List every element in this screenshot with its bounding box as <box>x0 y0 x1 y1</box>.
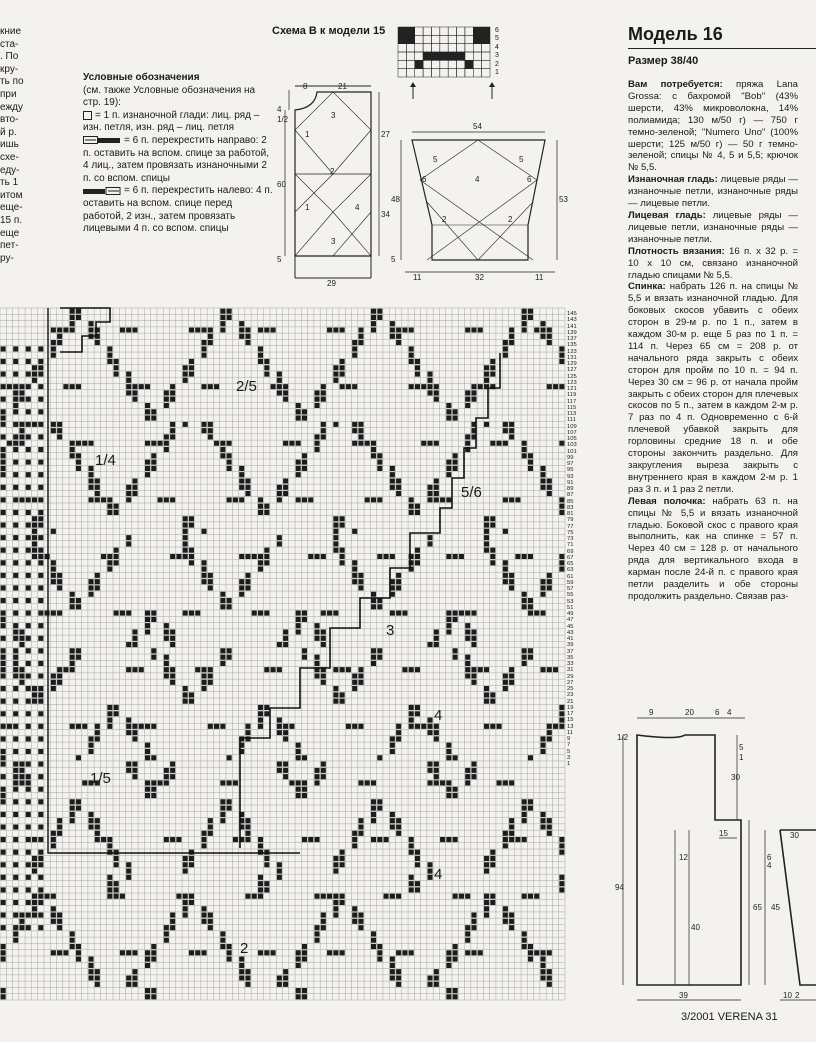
dim-label: 11 <box>413 273 422 282</box>
mini-chart-cell <box>482 60 490 68</box>
mini-chart-cell <box>431 52 439 60</box>
dim-label: 11 <box>535 273 544 282</box>
mini-chart-cell <box>465 69 473 77</box>
pattern-dim-label: 1/2 <box>617 733 629 742</box>
left-fragment-line: кру- <box>0 63 19 75</box>
left-fragment-line: ста- <box>0 38 19 50</box>
mini-chart-cell <box>448 44 456 52</box>
pattern-dim-label: 12 <box>679 853 688 862</box>
chart-row-number: 143 <box>567 317 577 324</box>
chart-label-5-6: 5/6 <box>461 484 482 501</box>
chart-row-number: 139 <box>567 329 577 336</box>
mini-chart-cell <box>473 35 481 43</box>
mini-chart-cell <box>473 69 481 77</box>
mini-chart-cell <box>465 27 473 35</box>
chart-label-2: 2 <box>240 940 249 957</box>
scheme-b-mini-chart <box>398 27 490 77</box>
dim-label: 53 <box>559 195 568 204</box>
paragraph-text: набрать 126 п. на спицы № 5,5 и вязать изнаночной гладью. Для боковых скосов убавить с обеих сторон в 29-м р. по 1 п., затем в каждом 30-м р. еще 5 раз по 1 п. = 114 п. Через 65 см = 208 р. от начального ряда закрыть с обеих сторон для пройм по 10 п. = 94 п. Через 30 см = 96 р. от начала пройм закрыть с обеих сторон для плечевых скосов по 5 п., затем в каждом 2-м р. 7 раз по 4 п. Одновременно с 6-й плечевой убавкой закрыть для горловины средние 18 п. и обе стороны закончить раздельно. Для закругления выреза закрыть с внутреннего края в каждом 2-м р. 1 раз 3 п. и 1 раз 2 петли. <box>628 281 798 495</box>
mini-chart-cell <box>406 60 414 68</box>
pattern-dim-label: 40 <box>691 923 700 932</box>
chart-row-number: 15 <box>567 717 574 724</box>
chart-row-number: 21 <box>567 698 574 705</box>
region-label: 3 <box>331 237 336 246</box>
mini-chart-cell <box>448 52 456 60</box>
mini-chart-cell <box>457 69 465 77</box>
mini-chart-cell <box>415 27 423 35</box>
left-fragment-line: вто- <box>0 114 19 126</box>
chart-row-number: 89 <box>567 486 574 492</box>
chart-row-number: 53 <box>567 598 574 605</box>
instructions-text <box>628 79 798 603</box>
chart-row-number: 109 <box>567 423 577 430</box>
pattern-dim-label: 65 <box>753 903 762 912</box>
chart-row-number: 35 <box>567 654 574 661</box>
chart-row-number: 59 <box>567 579 574 586</box>
instruction-paragraph <box>628 281 798 495</box>
chart-row-number: 125 <box>567 373 577 380</box>
chart-row-number: 87 <box>567 492 574 499</box>
mini-chart-cell <box>398 35 406 43</box>
paragraph-lead: Вам потребуется: <box>628 79 723 90</box>
region-label: 6 <box>527 175 532 184</box>
mini-chart-cell <box>406 27 414 35</box>
chart-row-number: 63 <box>567 567 574 574</box>
chart-row-number: 83 <box>567 504 574 511</box>
chart-row-number: 9 <box>567 736 571 742</box>
chart-row-number: 33 <box>567 661 574 667</box>
mini-chart-cell <box>473 44 481 52</box>
legend-see-also: (см. также Условные обозначения на стр. 19): <box>83 84 256 109</box>
chart-label-3: 3 <box>386 622 395 639</box>
mini-chart-cell <box>406 35 414 43</box>
region-label: 5 <box>519 155 524 164</box>
paragraph-lead: Спинка: <box>628 281 666 293</box>
mini-chart-cell <box>415 52 423 60</box>
chart-row-numbers <box>567 311 577 767</box>
mini-chart-cell <box>482 52 490 60</box>
chart-row-number: 135 <box>567 342 577 349</box>
model-title: Модель 16 <box>628 24 816 49</box>
chart-row-number: 61 <box>567 573 574 580</box>
mini-row-number: 2 <box>495 60 499 68</box>
dim-label: 48 <box>391 195 400 204</box>
legend-item-cross-right: = 6 п. перекрестить направо: 2 п. оставить на вспом. спице за работой, 4 лиц., затем провязать изнаночными 2 п. со вспом. спицы <box>83 134 269 184</box>
chart-row-number: 11 <box>567 729 574 736</box>
mini-chart-cell <box>415 35 423 43</box>
dim-label: 27 <box>381 130 390 139</box>
left-fragment-line: ть 1 <box>0 177 19 189</box>
pattern-dim-label: 6 <box>715 708 720 717</box>
region-label: 2 <box>508 215 513 224</box>
mini-chart-cell <box>473 52 481 60</box>
left-column-fragments <box>0 26 24 265</box>
left-fragment-line: итом <box>0 189 23 201</box>
chart-row-number: 123 <box>567 379 577 386</box>
mini-chart-cell <box>440 35 448 43</box>
pattern-dim-label: 2 <box>795 991 800 1000</box>
chart-row-number: 43 <box>567 629 574 636</box>
pattern-dim-label: 4 <box>767 861 772 870</box>
mini-chart-cell <box>431 44 439 52</box>
mini-row-number: 5 <box>495 35 499 43</box>
mini-chart-cell <box>457 44 465 52</box>
chart-row-number: 103 <box>567 442 577 449</box>
pattern-dim-label: 6 <box>767 853 772 862</box>
chart-row-number: 67 <box>567 554 574 561</box>
paragraph-text: пряжа Lana Grossa: с бахромой "Bob" (43% шерсти, 43% микроволокна, 14% полиамида; 130 м/50 г) — 750 г темно-зеленой; "Numero Uno" (100% шерсти; 125 м/50 г) — 50 г темно-зеленой; спицы № 4, 5 и 5,5; крючок № 5,5. <box>628 79 798 174</box>
region-label: 1 <box>305 130 310 139</box>
chart-row-number: 29 <box>567 673 574 680</box>
chart-row-number: 145 <box>567 311 577 317</box>
region-label: 2 <box>442 215 447 224</box>
left-fragment-line: кние <box>0 26 22 37</box>
chart-row-number: 93 <box>567 473 574 480</box>
mini-chart-cell <box>423 69 431 77</box>
left-fragment-line: . По <box>0 51 19 63</box>
mini-chart-cell <box>415 69 423 77</box>
right-column <box>628 24 798 603</box>
mini-chart-cell <box>473 60 481 68</box>
chart-row-number: 73 <box>567 536 574 542</box>
left-fragment-line: ишь <box>0 139 19 151</box>
instruction-paragraph <box>628 174 798 210</box>
dim-label: 60 <box>277 180 286 189</box>
issue-label: 3/2001 VERENA <box>681 1011 763 1023</box>
chart-row-number: 77 <box>567 523 574 530</box>
chart-row-number: 3 <box>567 754 571 761</box>
mini-chart-cell <box>440 44 448 52</box>
chart-row-number: 31 <box>567 667 574 674</box>
chart-row-number: 51 <box>567 604 574 611</box>
mini-chart-cell <box>440 60 448 68</box>
chart-row-number: 17 <box>567 711 574 717</box>
legend <box>83 72 273 236</box>
mini-chart-cell <box>398 69 406 77</box>
legend-item-cross-left: = 6 п. перекрестить налево: 4 п. оставить на вспом. спице перед работой, 2 изн., затем провязать лицевыми 4 п. со вспом. спицы <box>83 185 273 235</box>
chart-grid <box>0 308 565 1000</box>
mini-chart-cell <box>423 52 431 60</box>
chart-row-number: 39 <box>567 642 574 649</box>
chart-row-number: 131 <box>567 354 577 361</box>
chart-row-number: 23 <box>567 692 574 699</box>
pattern-dim-label: 30 <box>731 773 740 782</box>
chart-row-number: 49 <box>567 611 574 617</box>
left-fragment-line: ру- <box>0 252 14 264</box>
dim-label: 34 <box>381 210 390 219</box>
mini-chart-cell <box>431 69 439 77</box>
knitting-chart <box>0 308 567 1008</box>
mini-chart-cell <box>398 52 406 60</box>
chart-row-number: 69 <box>567 548 574 555</box>
left-fragment-line: при <box>0 88 17 100</box>
region-label: 5 <box>433 155 438 164</box>
mini-chart-cell <box>440 27 448 35</box>
region-label: 4 <box>475 175 480 184</box>
chart-row-number: 119 <box>567 392 577 399</box>
mini-chart-cell <box>423 27 431 35</box>
mini-chart-cell <box>465 52 473 60</box>
legend-title: Условные обозначения <box>83 72 200 83</box>
chart-row-number: 91 <box>567 479 574 486</box>
paragraph-text: набрать 63 п. на спицы № 5,5 и вязать изнаночной гладью. Боковой скос с правого края выполнить, как на спинке = 57 п. Через 40 см = 128 р. от начального ряда для вертикального входа в карман после 24-й п. с правого края петли разделить и обе стороны продолжить раздельно. Связав раз- <box>628 495 798 602</box>
dim-label: 5 <box>391 255 396 264</box>
mini-chart-cell <box>406 52 414 60</box>
mini-chart-cell <box>482 35 490 43</box>
mini-row-number: 4 <box>495 43 499 51</box>
chart-row-number: 75 <box>567 529 574 536</box>
mini-chart-cell <box>431 60 439 68</box>
legend-item-purl: = 1 п. изнаночной глади: лиц. ряд – изн. петля, изн. ряд – лиц. петля <box>83 109 260 134</box>
mini-chart-cell <box>457 60 465 68</box>
paragraph-lead: Изнаночная гладь: <box>628 174 718 186</box>
mini-row-number: 6 <box>495 27 499 34</box>
dim-label: 4 <box>277 105 282 114</box>
mini-chart-cell <box>457 27 465 35</box>
left-fragment-line: еще- <box>0 202 23 214</box>
mini-chart-cell <box>423 44 431 52</box>
chart-row-number: 101 <box>567 448 577 455</box>
mini-chart-cell <box>465 44 473 52</box>
chart-row-number: 25 <box>567 686 574 692</box>
chart-label-4a: 4 <box>434 707 443 724</box>
chart-row-number: 81 <box>567 511 574 517</box>
mini-chart-cell <box>482 69 490 77</box>
chart-row-number: 65 <box>567 561 574 567</box>
chart-row-number: 19 <box>567 704 574 711</box>
pattern-dim-label: 45 <box>771 903 780 912</box>
left-fragment-line: ть по <box>0 76 24 88</box>
instruction-paragraph <box>628 210 798 246</box>
left-fragment-line: еду- <box>0 164 20 176</box>
pattern-dim-label: 10 <box>783 991 792 1000</box>
mini-chart-cell <box>457 52 465 60</box>
schematic-drawings <box>275 82 568 292</box>
chart-row-number: 57 <box>567 586 574 592</box>
dim-label: 8 <box>303 82 308 91</box>
mini-chart-cell <box>398 27 406 35</box>
mini-chart-cell <box>406 69 414 77</box>
chart-row-number: 97 <box>567 461 574 467</box>
region-label: 6 <box>422 175 427 184</box>
mini-chart-cell <box>465 35 473 43</box>
chart-row-number: 115 <box>567 404 577 411</box>
dim-label: 1/2 <box>277 115 289 124</box>
chart-row-number: 55 <box>567 592 574 599</box>
pattern-dim-label: 39 <box>679 991 688 1000</box>
mini-row-number: 1 <box>495 69 499 77</box>
mini-chart-cell <box>398 60 406 68</box>
paragraph-lead: Левая полочка: <box>628 495 706 507</box>
pattern-schematic <box>615 700 816 1010</box>
dim-label: 29 <box>327 279 336 288</box>
pattern-dim-label: 5 <box>739 743 744 752</box>
left-fragment-line: й р. <box>0 126 17 138</box>
mini-chart-cell <box>431 27 439 35</box>
paragraph-text: лицевые ряды — изнаночные петли, изнаночные ряды — лицевые петли. <box>628 174 798 210</box>
dim-label: 5 <box>277 255 282 264</box>
left-fragment-line: схе- <box>0 151 19 163</box>
paragraph-text: 16 п. x 32 р. = 10 x 10 см, связано изнаночной гладью спицами № 5,5. <box>628 245 798 281</box>
chart-row-number: 107 <box>567 429 577 436</box>
pattern-dim-label: 30 <box>790 831 799 840</box>
region-label: 1 <box>305 203 310 212</box>
chart-row-number: 137 <box>567 336 577 342</box>
left-fragment-line: ежду <box>0 101 23 113</box>
left-fragment-line: 15 п. <box>0 214 23 226</box>
chart-row-number: 45 <box>567 623 574 630</box>
chart-label-2-5: 2/5 <box>236 378 257 395</box>
chart-row-number: 121 <box>567 386 577 392</box>
instruction-paragraph <box>628 79 798 174</box>
chart-row-number: 1 <box>567 761 571 767</box>
page-footer <box>681 1011 778 1023</box>
mini-chart-cell <box>465 60 473 68</box>
mini-row-number: 3 <box>495 52 499 60</box>
mini-chart-cell <box>448 35 456 43</box>
pattern-dim-label: 9 <box>649 708 654 717</box>
chart-label-1-5: 1/5 <box>90 770 111 787</box>
cross-right-symbol <box>83 136 121 144</box>
chart-row-number: 113 <box>567 411 577 417</box>
chart-row-number: 127 <box>567 367 577 374</box>
mini-chart-cell <box>482 44 490 52</box>
chart-row-number: 133 <box>567 348 577 355</box>
mini-chart-cell <box>423 60 431 68</box>
paragraph-lead: Лицевая гладь: <box>628 209 706 221</box>
pattern-dim-label: 4 <box>727 708 732 717</box>
pattern-dim-label: 94 <box>615 883 624 892</box>
dim-label: 54 <box>473 122 482 131</box>
chart-row-number: 111 <box>567 417 576 424</box>
region-label: 4 <box>355 203 360 212</box>
mini-chart-cell <box>415 44 423 52</box>
chart-row-number: 71 <box>567 542 574 549</box>
mini-chart-cell <box>440 69 448 77</box>
chart-label-1-4: 1/4 <box>95 452 116 469</box>
chart-row-number: 41 <box>567 636 574 642</box>
chart-row-number: 7 <box>567 742 571 749</box>
schema-b <box>401 132 557 272</box>
cross-left-symbol <box>83 187 121 195</box>
chart-row-number: 85 <box>567 498 574 505</box>
mini-chart-cell <box>440 52 448 60</box>
pattern-dim-label: 1 <box>739 753 744 762</box>
paragraph-text: лицевые ряды — лицевые петли, изнаночные ряды — изнаночные петли. <box>628 209 798 245</box>
mini-chart-cell <box>457 35 465 43</box>
scheme-title: Схема В к модели 15 <box>272 25 386 37</box>
empty-cell-symbol <box>83 111 92 120</box>
region-label: 3 <box>331 111 336 120</box>
chart-gridlines <box>0 308 565 1000</box>
chart-row-number: 117 <box>567 398 577 405</box>
chart-row-number: 141 <box>567 323 577 330</box>
instruction-paragraph <box>628 246 798 282</box>
region-label: 2 <box>330 167 335 176</box>
chart-row-number: 105 <box>567 436 577 442</box>
chart-row-number: 37 <box>567 648 574 655</box>
left-fragment-line: еще <box>0 227 20 239</box>
mini-chart-cell <box>406 44 414 52</box>
size-line: Размер 38/40 <box>628 55 699 67</box>
chart-row-number: 27 <box>567 679 574 686</box>
chart-outline-diagonal <box>240 353 500 848</box>
mini-chart-cell <box>423 35 431 43</box>
mini-chart-cell <box>415 60 423 68</box>
instruction-paragraph <box>628 496 798 603</box>
pattern-dim-label: 15 <box>719 829 728 838</box>
dim-label: 21 <box>338 82 347 91</box>
mini-chart-cell <box>431 35 439 43</box>
mini-chart-row-numbers <box>495 27 499 77</box>
mini-chart-cell <box>448 27 456 35</box>
page-number: 31 <box>765 1011 778 1023</box>
pattern-dim-label: 20 <box>685 708 694 717</box>
mini-chart-cell <box>398 44 406 52</box>
mini-chart-cell <box>448 69 456 77</box>
mini-chart-cell <box>448 60 456 68</box>
paragraph-lead: Плотность вязания: <box>628 245 725 257</box>
mini-chart-cell <box>473 27 481 35</box>
chart-row-number: 129 <box>567 361 577 367</box>
chart-row-number: 47 <box>567 617 574 624</box>
chart-row-number: 95 <box>567 467 574 474</box>
chart-row-number: 5 <box>567 748 571 755</box>
dim-label: 32 <box>475 273 484 282</box>
chart-row-number: 79 <box>567 517 574 524</box>
chart-row-number: 99 <box>567 454 574 461</box>
left-fragment-line: пет- <box>0 240 19 252</box>
chart-row-number: 13 <box>567 723 574 730</box>
mini-chart-cell <box>482 27 490 35</box>
chart-label-4b: 4 <box>434 866 443 883</box>
